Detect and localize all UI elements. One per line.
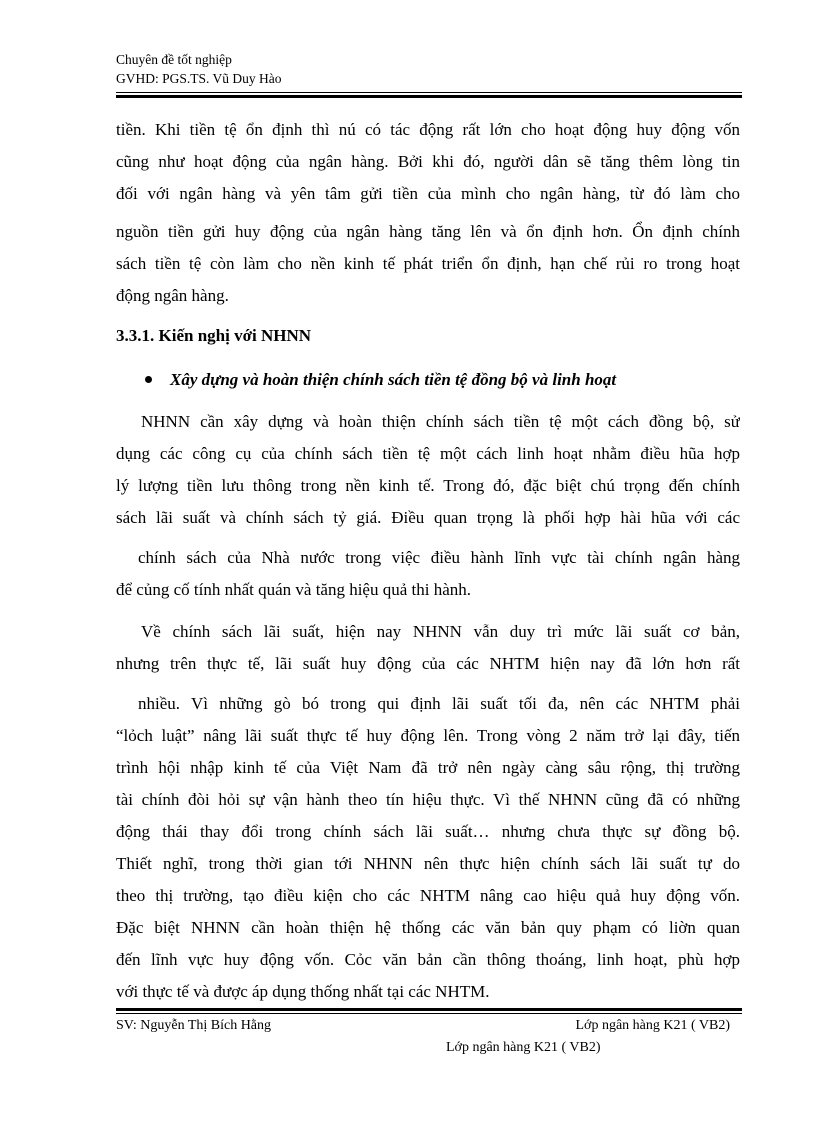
- text-line: động thái thay đổi trong chính sách lãi suất… nhưng chưa thực sự đồng bộ.: [116, 822, 740, 841]
- text-line: Về chính sách lãi suất, hiện nay NHNN vẫn duy trì mức lãi suất cơ bản,: [141, 622, 740, 641]
- text-line: sách lãi suất và chính sách tỷ giá. Điều quan trọng là phối hợp hài hũa với các: [116, 508, 740, 527]
- text-line: đến lĩnh vực huy động vốn. Cỏc văn bản cần thông thoáng, linh hoạt, phù hợp: [116, 950, 740, 969]
- text-line: dụng các công cụ của chính sách tiền tệ một cách linh hoạt nhằm điều hũa hợp: [116, 444, 740, 463]
- footer-rule-thick: [116, 1008, 742, 1011]
- text-line: với thực tế và được áp dụng thống nhất tại các NHTM.: [116, 982, 490, 1001]
- intro-paragraph: [116, 114, 740, 312]
- text-line: để củng cố tính nhất quán và tăng hiệu quả thi hành.: [116, 580, 472, 599]
- text-line: đối với ngân hàng và yên tâm gửi tiền của mình cho ngân hàng, từ đó làm cho: [116, 184, 740, 203]
- text-line: nhiều. Vì những gò bó trong qui định lãi suất tối đa, nên các NHTM phải: [138, 694, 740, 713]
- paragraph-monetary-policy: [116, 406, 740, 606]
- footer-class: Lớp ngân hàng K21 ( VB2): [575, 1018, 730, 1033]
- bullet-item: [145, 370, 616, 390]
- bullet-text: Xây dựng và hoàn thiện chính sách tiền tệ đồng bộ và linh hoạt: [170, 370, 617, 389]
- footer-student: SV: Nguyễn Thị Bích Hằng: [116, 1018, 272, 1033]
- header-title: Chuyên đề tốt nghiệp: [116, 52, 232, 67]
- text-line: nguồn tiền gửi huy động của ngân hàng tăng lên và ổn định hơn. Ổn định chính: [116, 222, 740, 241]
- text-line: Đặc biệt NHNN cần hoàn thiện hệ thống các văn bản quy phạm có liờn quan: [116, 918, 740, 937]
- text-line: cũng như hoạt động của ngân hàng. Bởi khi đó, người dân sẽ tăng thêm lòng tin: [116, 152, 740, 171]
- text-line: động ngân hàng.: [116, 286, 229, 305]
- text-line: “lỏch luật” nâng lãi suất thực tế huy động lên. Trong vòng 2 năm trở lại đây, tiến: [116, 726, 740, 745]
- text-line: Thiết nghĩ, trong thời gian tới NHNN nên thực hiện chính sách lãi suất tự do: [116, 854, 740, 873]
- text-line: trình hội nhập kinh tế của Việt Nam đã trở nên ngày càng sâu rộng, thị trường: [116, 758, 740, 777]
- text-line: chính sách của Nhà nước trong việc điều hành lĩnh vực tài chính ngân hàng: [138, 548, 740, 567]
- text-line: NHNN cần xây dựng và hoàn thiện chính sách tiền tệ một cách đồng bộ, sử: [141, 412, 740, 431]
- text-line: sách tiền tệ còn làm cho nền kinh tế phát triển ổn định, hạn chế rủi ro trong hoạt: [116, 254, 740, 273]
- footer-class-repeat: Lớp ngân hàng K21 ( VB2): [446, 1040, 601, 1055]
- section-heading: 3.3.1. Kiến nghị với NHNN: [116, 326, 312, 345]
- bullet-icon: [145, 376, 152, 383]
- page-header: [116, 50, 742, 88]
- text-line: theo thị trường, tạo điều kiện cho các NHTM nâng cao hiệu quả huy động vốn.: [116, 886, 740, 905]
- paragraph-interest-rate: [116, 616, 740, 1008]
- header-rule-thick: [116, 95, 742, 98]
- text-line: tiền. Khi tiền tệ ổn định thì nú có tác động rất lớn cho hoạt động huy động vốn: [116, 120, 740, 139]
- header-rule-thin: [116, 92, 742, 93]
- footer-rule-thin: [116, 1013, 742, 1014]
- header-advisor: GVHD: PGS.TS. Vũ Duy Hào: [116, 71, 282, 86]
- text-line: lý lượng tiền lưu thông trong nền kinh tế. Trong đó, đặc biệt chú trọng đến chính: [116, 476, 740, 495]
- text-line: nhưng trên thực tế, lãi suất huy động của các NHTM hiện nay đã lớn hơn rất: [116, 654, 740, 673]
- text-line: tài chính đòi hỏi sự vận hành theo tín hiệu thực. Vì thế NHNN cũng đã có những: [116, 790, 740, 809]
